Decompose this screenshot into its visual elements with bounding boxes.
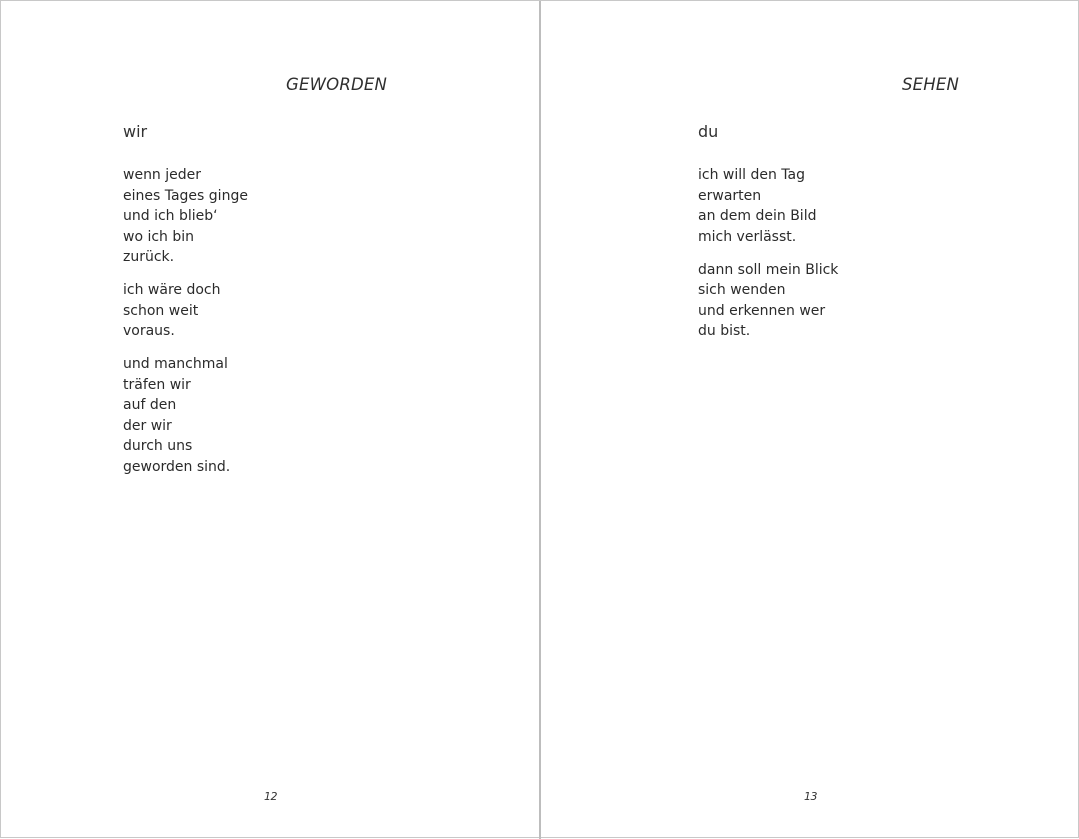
left-page bbox=[1, 1, 539, 839]
poem-title: du bbox=[698, 122, 719, 141]
poem-line: an dem dein Bild bbox=[698, 208, 817, 224]
poem-line: durch uns bbox=[123, 438, 193, 454]
right-page bbox=[541, 1, 1079, 839]
stanza bbox=[698, 165, 838, 247]
poem-line: schon weit bbox=[123, 302, 199, 319]
poem-line: und ich blieb‘ bbox=[123, 208, 218, 224]
poem-line: auf den bbox=[123, 397, 177, 413]
poem-line: und manchmal bbox=[123, 356, 228, 372]
poem-line: dann soll mein Blick bbox=[698, 261, 839, 278]
poem-line: wenn jeder bbox=[123, 167, 202, 183]
page-number: 13 bbox=[804, 790, 817, 803]
running-head: GEWORDEN bbox=[286, 75, 388, 94]
poem-line: du bist. bbox=[698, 323, 751, 339]
poem-line: ich wäre doch bbox=[123, 282, 221, 298]
poem-line: und erkennen wer bbox=[698, 302, 826, 319]
poem-line: eines Tages ginge bbox=[123, 187, 248, 204]
poem-body bbox=[698, 165, 838, 354]
stanza bbox=[123, 165, 248, 268]
poem-body bbox=[123, 165, 248, 490]
poem-line: wo ich bin bbox=[123, 228, 195, 245]
poem-line: der wir bbox=[123, 417, 172, 434]
poem-line: mich verlässt. bbox=[698, 228, 797, 245]
poem-title: wir bbox=[123, 122, 148, 141]
stanza bbox=[123, 354, 248, 477]
poem-line: ich will den Tag bbox=[698, 167, 806, 183]
page-number: 12 bbox=[264, 790, 277, 803]
poem-line: zurück. bbox=[123, 249, 175, 265]
poem-line: sich wenden bbox=[698, 282, 786, 298]
stanza bbox=[123, 280, 248, 342]
stanza bbox=[698, 260, 838, 342]
running-head: SEHEN bbox=[902, 75, 960, 94]
poem-line: voraus. bbox=[123, 323, 175, 339]
poem-line: träfen wir bbox=[123, 376, 191, 393]
poem-line: geworden sind. bbox=[123, 458, 231, 475]
poem-line: erwarten bbox=[698, 187, 762, 204]
